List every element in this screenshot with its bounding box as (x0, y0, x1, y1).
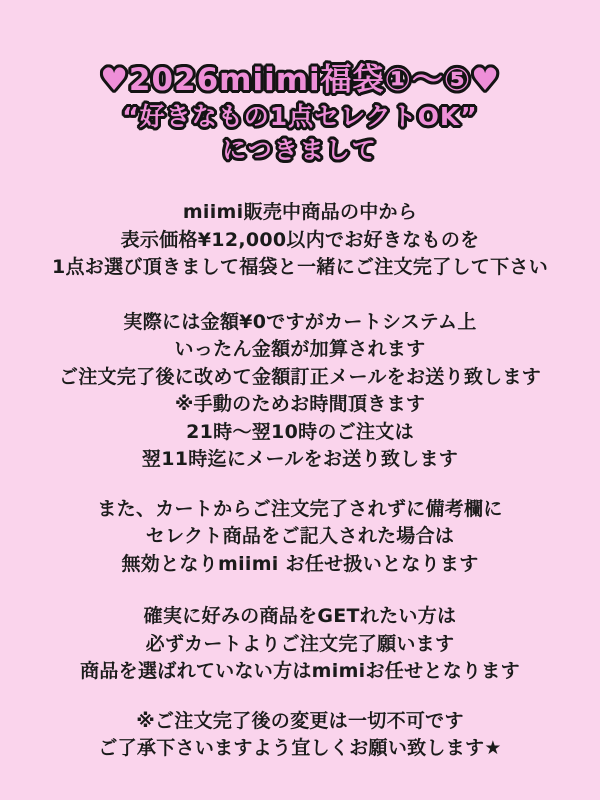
notice-title-line-2: “好きなもの1点セレクトOK” (122, 102, 478, 131)
paragraph-line: 実際には金額¥0ですがカートシステム上 (123, 310, 477, 333)
paragraph-cart-order-required (80, 603, 520, 686)
paragraph-line: 1点お選び頂きまして福袋と一緒にご注文完了して下さい (51, 256, 549, 278)
notice-title-line-1: ♥2026miimi福袋①〜⑤♥ (100, 62, 500, 98)
notice-title (100, 60, 500, 167)
paragraph-line: 無効となりmiimi お任せ扱いとなります (121, 552, 479, 575)
paragraph-line: ご了承下さいますよう宜しくお願い致します★ (98, 737, 502, 759)
paragraph-line: 表示価格¥12,000以内でお好きなものを (120, 228, 480, 251)
paragraph-line: 必ずカートよりご注文完了願います (145, 632, 455, 655)
paragraph-line: ※ご注文完了後の変更は一切不可です (136, 709, 464, 732)
notice-title-line-3: につきまして (222, 136, 378, 164)
paragraph-remarks-invalid (97, 496, 502, 579)
paragraph-line: miimi販売中商品の中から (182, 201, 418, 223)
paragraph-line: 確実に好みの商品をGETれたい方は (143, 605, 457, 627)
paragraph-line: 翌11時迄にメールをお送り致します (141, 448, 459, 470)
paragraph-line: セレクト商品をご記入された場合は (145, 525, 455, 547)
paragraph-line: ご注文完了後に改めて金額訂正メールをお送り致します (58, 365, 542, 388)
paragraph-line: 21時〜翌10時のご注文は (186, 420, 414, 443)
paragraph-line: また、カートからご注文完了されずに備考欄に (97, 497, 503, 520)
paragraph-no-changes-notice (98, 708, 501, 763)
paragraph-line: いったん金額が加算されます (174, 338, 426, 360)
paragraph-line: 商品を選ばれていない方はmimiお任せとなります (80, 660, 520, 682)
paragraph-line: ※手動のためお時間頂きます (174, 393, 426, 415)
paragraph-select-instructions (52, 199, 548, 282)
paragraph-price-correction (59, 309, 541, 474)
